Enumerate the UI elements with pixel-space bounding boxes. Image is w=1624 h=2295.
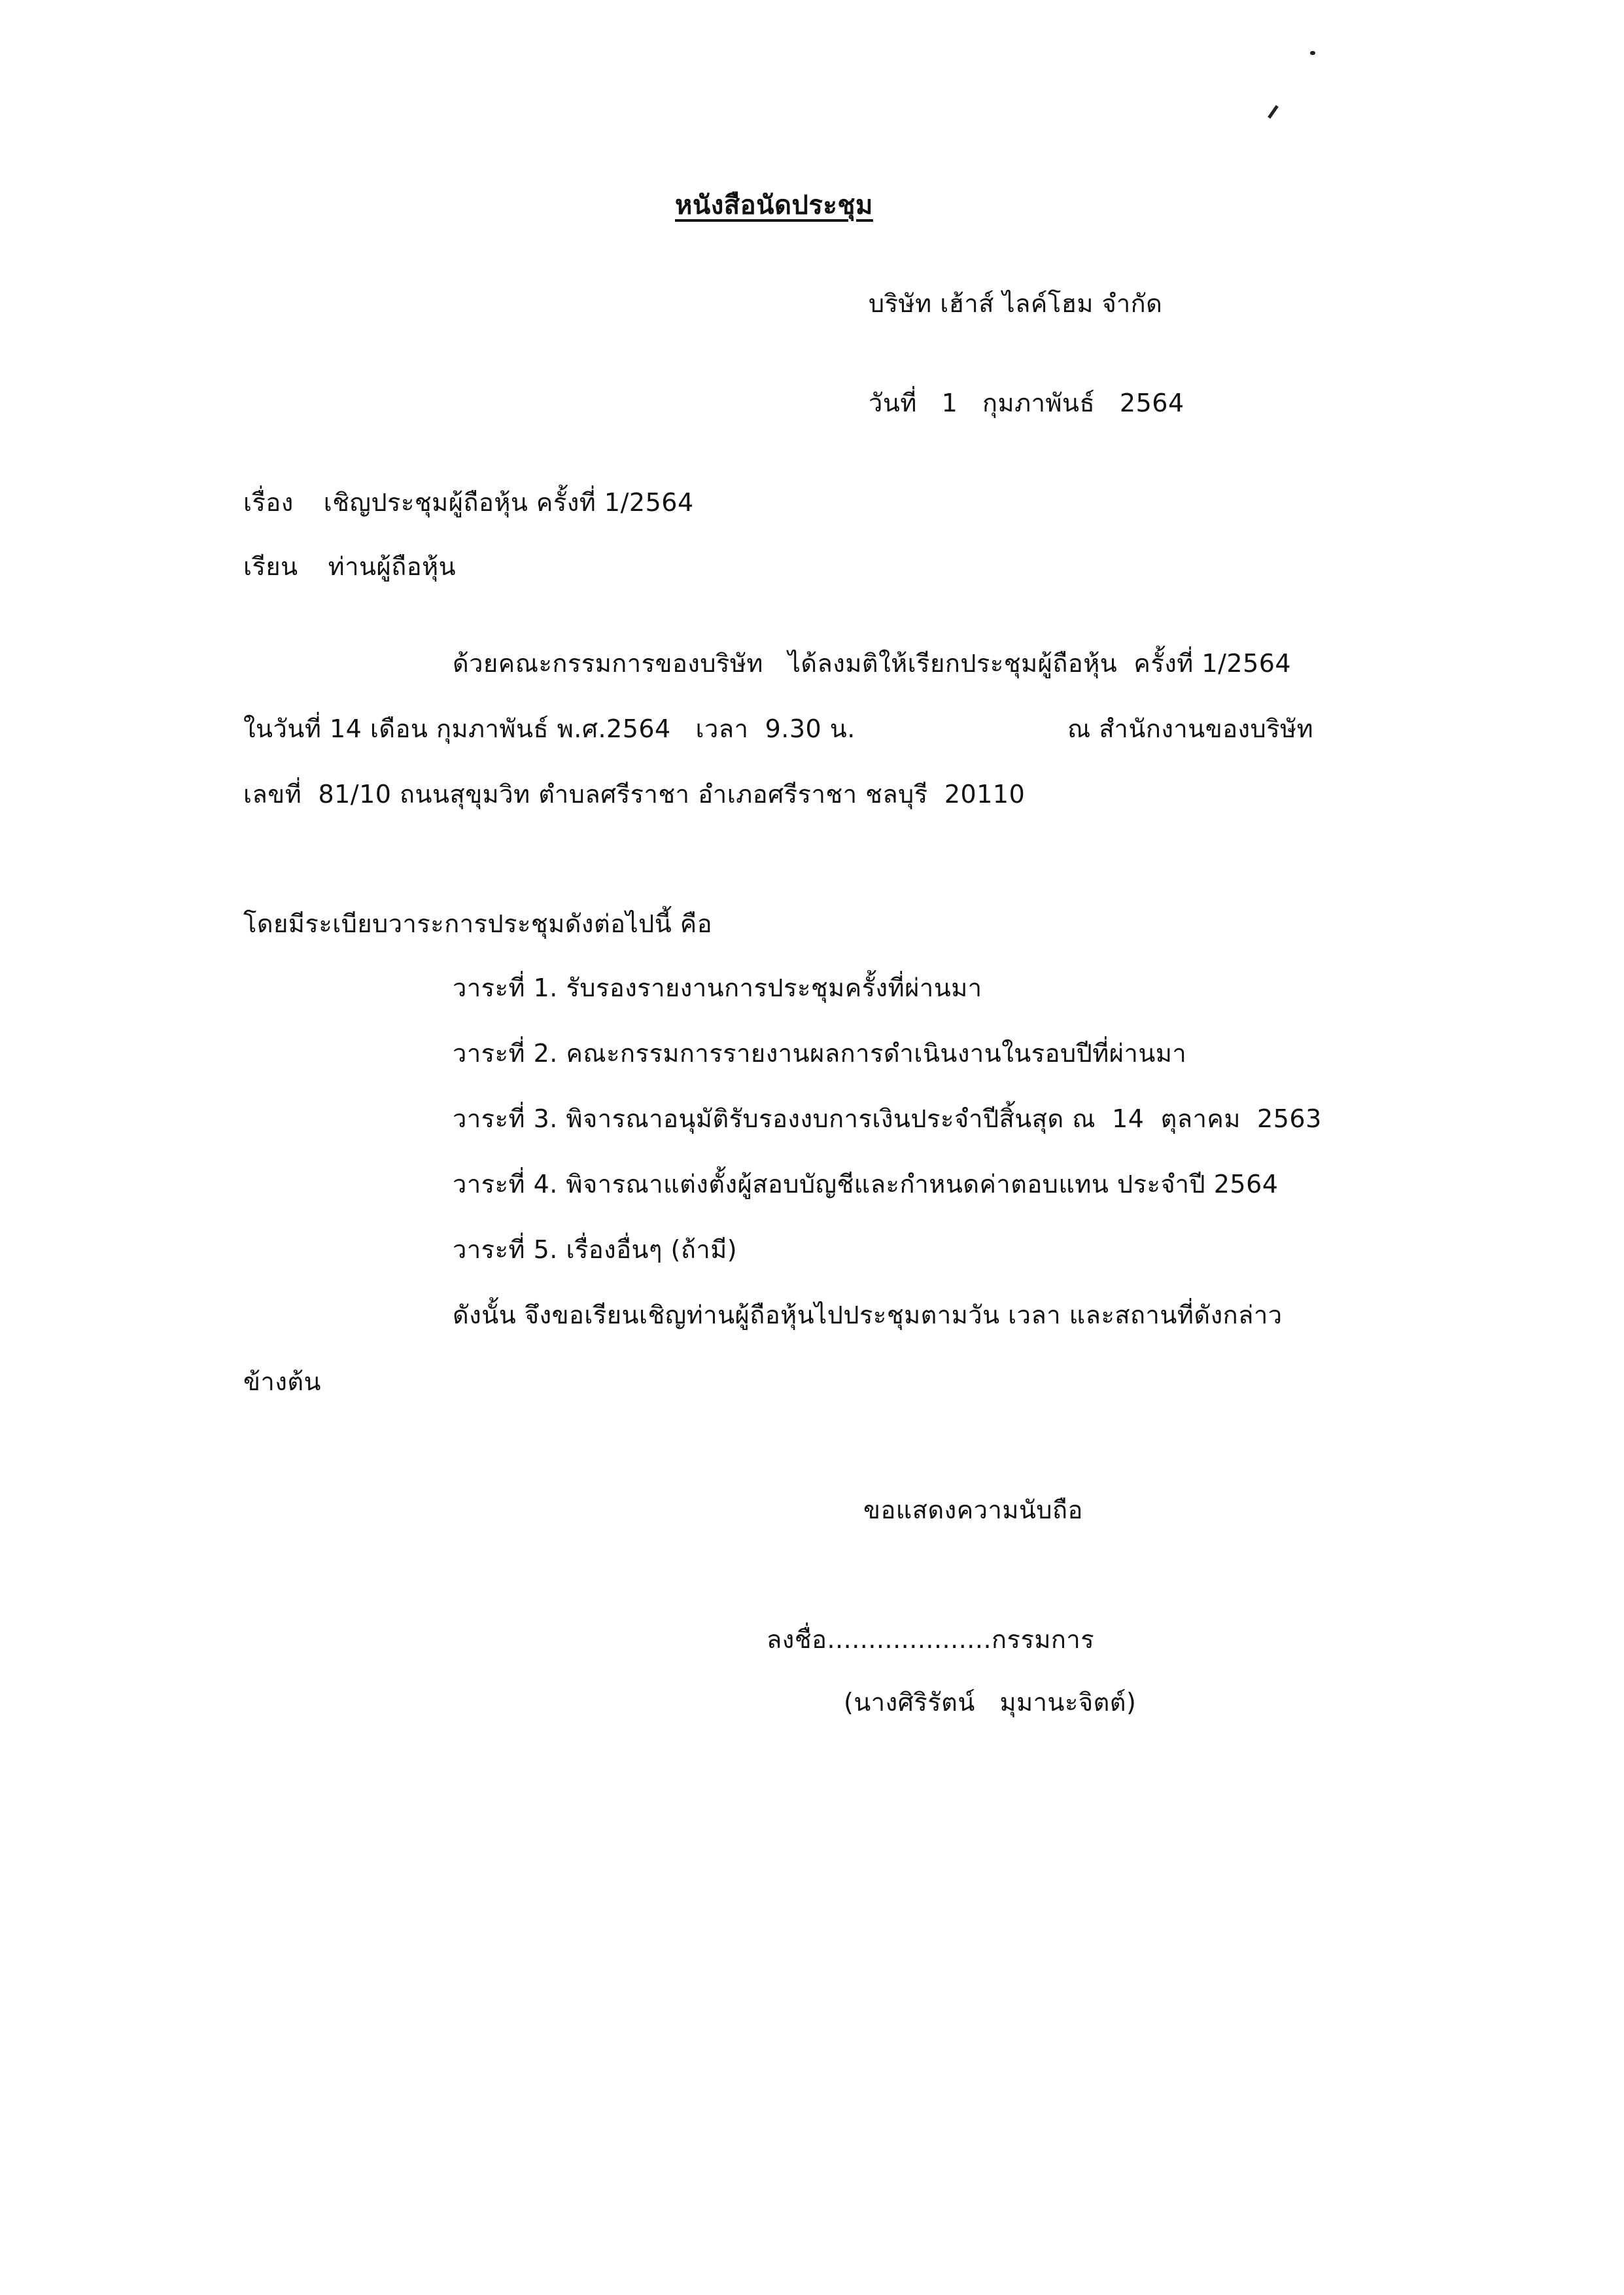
subject-row — [243, 487, 694, 518]
body-line-2a: ในวันที่ 14 เดือน กุมภาพันธ์ พ.ศ.2564 เวลา 9.30 น. — [243, 714, 855, 743]
agenda-item-4: วาระที่ 4. พิจารณาแต่งตั้งผู้สอบบัญชีและกำหนดค่าตอบแทน ประจำปี 2564 — [453, 1170, 1279, 1199]
company-name: บริษัท เฮ้าส์ ไลค์โฮม จำกัด — [869, 289, 1163, 318]
body-line-2b: ณ สำนักงานของบริษัท — [1067, 714, 1314, 743]
document-date: วันที่ 1 กุมภาพันธ์ 2564 — [869, 389, 1184, 417]
scan-mark-stroke — [1268, 105, 1279, 119]
document-title: หนังสือนัดประชุม — [675, 190, 873, 220]
body-line-3: เลขที่ 81/10 ถนนสุขุมวิท ตำบลศรีราชา อำเภอศรีราชา ชลบุรี 20110 — [243, 780, 1026, 809]
recipient-text: ท่านผู้ถือหุ้น — [328, 552, 457, 581]
subject-text: เชิญประชุมผู้ถือหุ้น ครั้งที่ 1/2564 — [323, 488, 694, 517]
scan-mark-dot — [1310, 51, 1315, 55]
body-line-1: ด้วยคณะกรรมการของบริษัท ได้ลงมติให้เรียกประชุมผู้ถือหุ้น ครั้งที่ 1/2564 — [453, 649, 1292, 678]
recipient-label: เรียน — [243, 552, 298, 581]
signature-line: ลงชื่อ....................กรรมการ — [767, 1625, 1095, 1654]
agenda-item-3: วาระที่ 3. พิจารณาอนุมัติรับรองงบการเงินประจำปีสิ้นสุด ณ 14 ตุลาคม 2563 — [453, 1104, 1322, 1133]
subject-label: เรื่อง — [243, 488, 294, 517]
closing-line-2: ข้างต้น — [243, 1367, 322, 1396]
agenda-item-5: วาระที่ 5. เรื่องอื่นๆ (ถ้ามี) — [453, 1235, 738, 1264]
agenda-item-2: วาระที่ 2. คณะกรรมการรายงานผลการดำเนินงานในรอบปีที่ผ่านมา — [453, 1039, 1187, 1068]
recipient-row — [243, 551, 456, 582]
regards: ขอแสดงความนับถือ — [863, 1496, 1083, 1524]
agenda-intro: โดยมีระเบียบวาระการประชุมดังต่อไปนี้ คือ — [243, 909, 713, 938]
agenda-item-1: วาระที่ 1. รับรองรายงานการประชุมครั้งที่ผ่านมา — [453, 973, 982, 1002]
signer-name: (นางศิริรัตน์ มุมานะจิตต์) — [844, 1688, 1137, 1717]
closing-line-1: ดังนั้น จึงขอเรียนเชิญท่านผู้ถือหุ้นไปประชุมตามวัน เวลา และสถานที่ดังกล่าว — [453, 1301, 1283, 1329]
